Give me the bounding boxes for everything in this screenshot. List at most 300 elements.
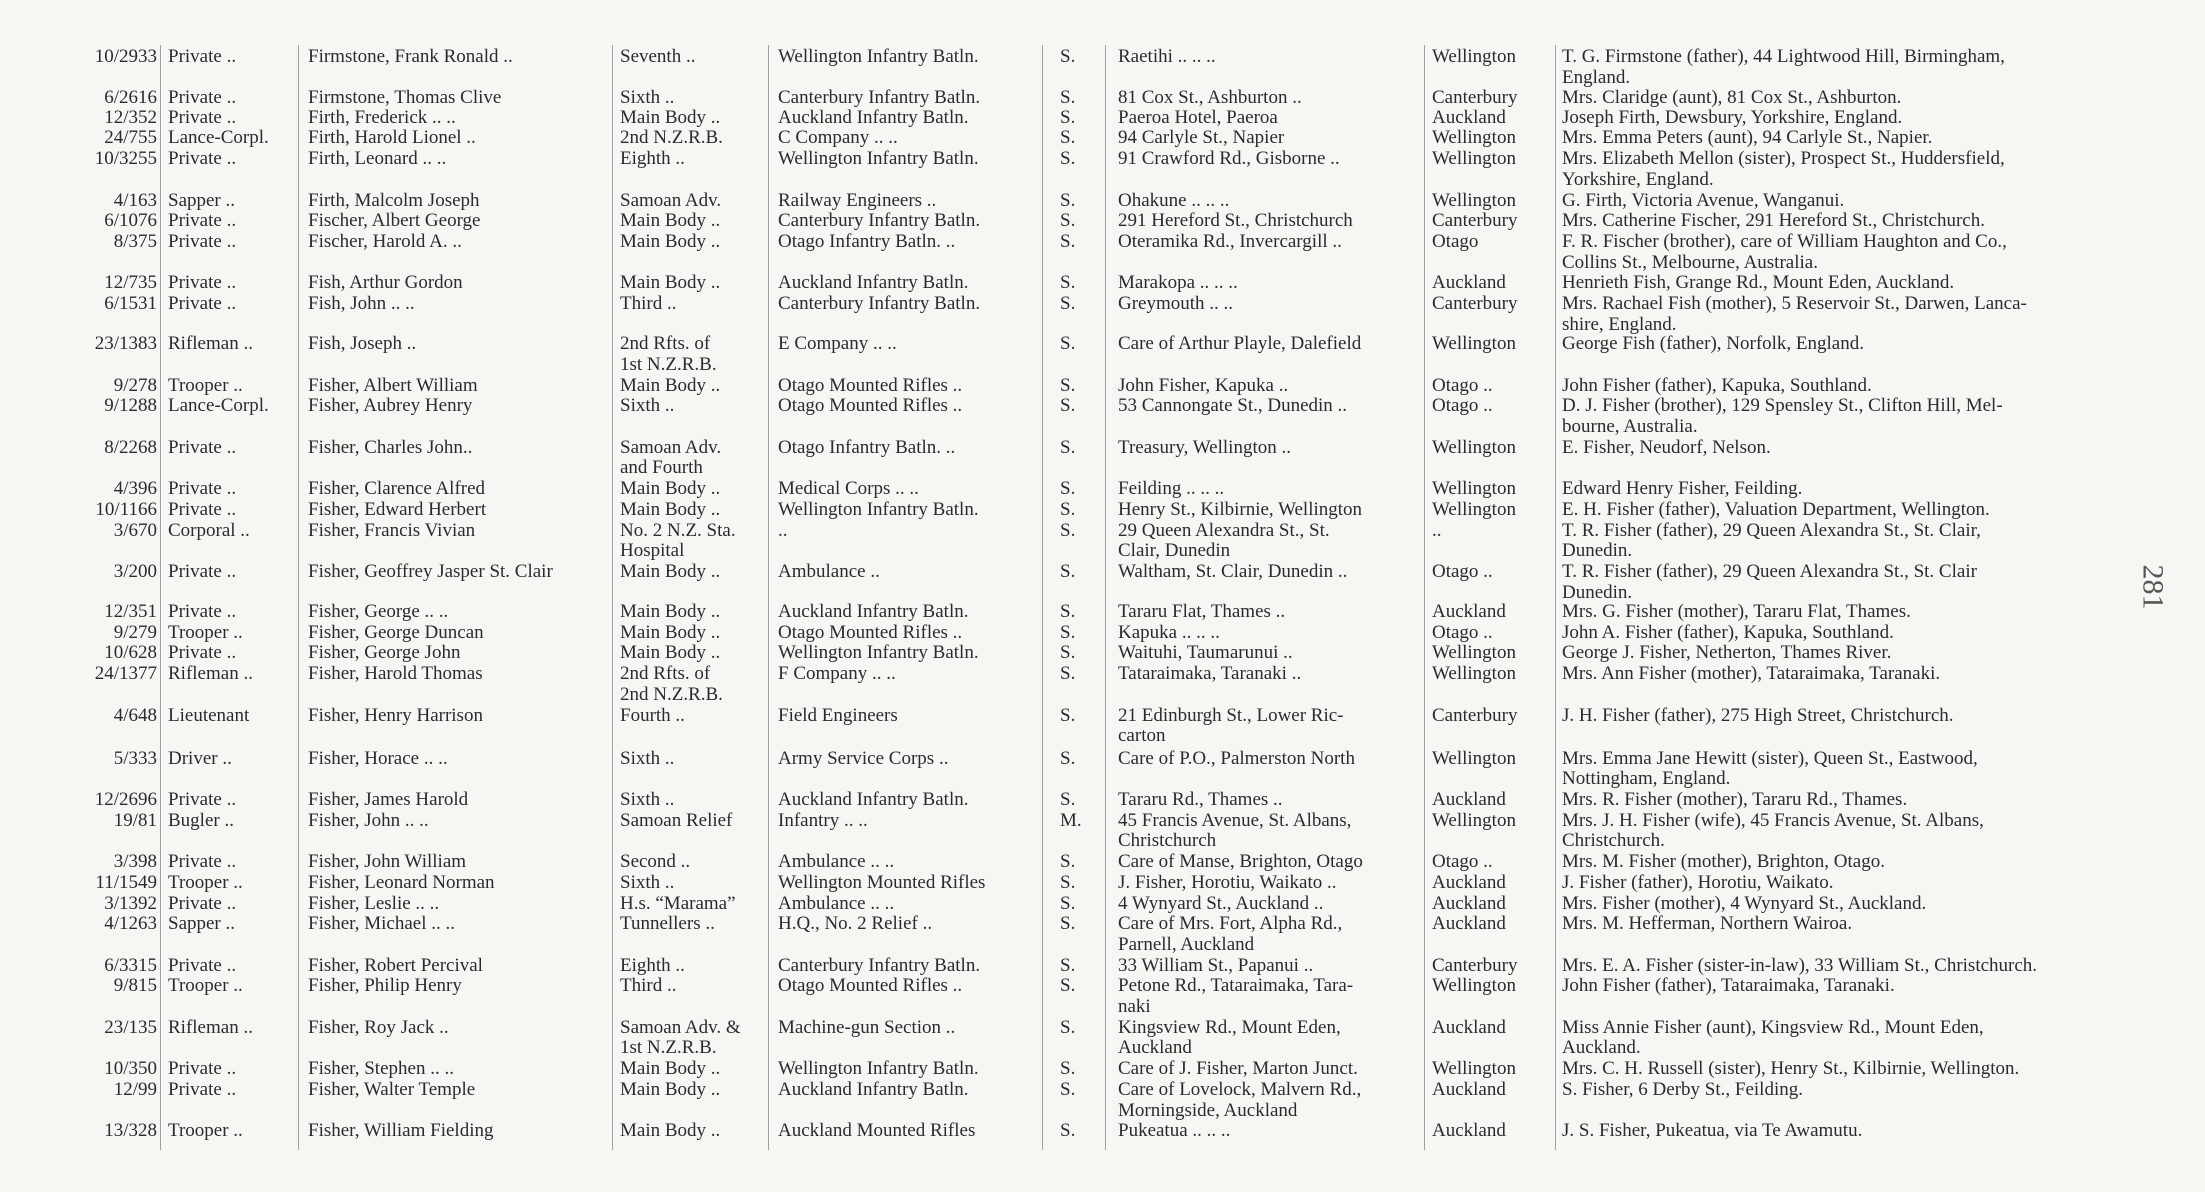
unit-cell: Auckland Infantry Batln. [778, 601, 969, 622]
soldier-name-cell: Fischer, Harold A. .. [308, 231, 462, 252]
marital-status-cell: S. [1060, 478, 1076, 500]
draft-cell: Fourth .. [620, 704, 685, 726]
rank-cell: Trooper .. [168, 871, 243, 893]
soldier-name-cell: Fisher, George .. .. [308, 601, 449, 622]
draft-cell: Main Body .. [620, 231, 721, 252]
soldier-name-cell: Fisher, Charles John.. [308, 436, 473, 458]
next-of-kin-cell: John Fisher (father), Kapuka, Southland. [1562, 374, 1872, 396]
last-address-cell: Kingsview Rd., Mount Eden, Auckland [1118, 1016, 1341, 1059]
unit-cell: Wellington Infantry Batln. [778, 148, 979, 170]
next-of-kin-cell: D. J. Fisher (brother), 129 Spensley St., Clifton Hill, Mel- bourne, Australia. [1562, 395, 2003, 437]
unit-cell: Wellington Infantry Batln. [778, 1058, 979, 1080]
soldier-name-cell: Fisher, Henry Harrison [308, 704, 483, 726]
rank-cell: Private .. [168, 1079, 237, 1101]
next-of-kin-cell: Mrs. R. Fisher (mother), Tararu Rd., Thames. [1562, 788, 1908, 810]
unit-cell: Railway Engineers .. [778, 189, 937, 211]
last-address-cell: 91 Crawford Rd., Gisborne .. [1118, 148, 1340, 170]
soldier-name-cell: Firth, Leonard .. .. [308, 148, 447, 170]
next-of-kin-cell: Mrs. Emma Jane Hewitt (sister), Queen St., Eastwood, Nottingham, England. [1562, 747, 1978, 790]
next-of-kin-cell: Mrs. Rachael Fish (mother), 5 Reservoir St., Darwen, Lanca- shire, England. [1562, 293, 2027, 335]
marital-status-cell: S. [1060, 788, 1076, 810]
soldier-name-cell: Fisher, Michael .. .. [308, 913, 455, 935]
province-cell: Auckland [1432, 892, 1506, 914]
rank-cell: Private .. [168, 210, 237, 232]
draft-cell: Main Body .. [620, 374, 721, 396]
service-number-cell: 10/3255 [94, 148, 157, 170]
unit-cell: Wellington Infantry Batln. [778, 642, 979, 664]
next-of-kin-cell: Mrs. M. Hefferman, Northern Wairoa. [1562, 913, 1853, 935]
draft-cell: Main Body .. [620, 478, 721, 500]
service-number-cell: 10/628 [104, 642, 157, 664]
service-number-cell: 3/200 [113, 561, 157, 583]
service-number-cell: 10/2933 [94, 46, 157, 67]
province-cell: Otago .. [1432, 621, 1493, 643]
next-of-kin-cell: J. S. Fisher, Pukeatua, via Te Awamutu. [1562, 1120, 1863, 1142]
next-of-kin-cell: T. R. Fisher (father), 29 Queen Alexandra St., St. Clair, Dunedin. [1562, 519, 1981, 562]
rank-cell: Private .. [168, 498, 237, 520]
province-cell: Auckland [1432, 871, 1506, 893]
rank-cell: Private .. [168, 892, 237, 914]
soldier-name-cell: Fisher, Geoffrey Jasper St. Clair [308, 561, 553, 583]
soldier-name-cell: Firth, Harold Lionel .. [308, 127, 476, 149]
marital-status-cell: S. [1060, 892, 1076, 914]
draft-cell: Sixth .. [620, 747, 675, 769]
soldier-name-cell: Fisher, Roy Jack .. [308, 1016, 449, 1038]
service-number-cell: 13/328 [104, 1120, 157, 1142]
unit-cell: .. [778, 519, 788, 541]
soldier-name-cell: Fisher, William Fielding [308, 1120, 494, 1142]
draft-cell: Main Body .. [620, 601, 721, 622]
rank-cell: Driver .. [168, 747, 232, 769]
rank-cell: Sapper .. [168, 913, 236, 935]
soldier-name-cell: Fischer, Albert George [308, 210, 481, 232]
province-cell: Wellington [1432, 1058, 1516, 1080]
marital-status-cell: S. [1060, 642, 1076, 664]
marital-status-cell: M. [1060, 809, 1082, 831]
province-cell: Wellington [1432, 478, 1516, 500]
last-address-cell: Waituhi, Taumarunui .. [1118, 642, 1293, 664]
next-of-kin-cell: Mrs. Elizabeth Mellon (sister), Prospect St., Huddersfield, Yorkshire, England. [1562, 148, 2005, 190]
last-address-cell: J. Fisher, Horotiu, Waikato .. [1118, 871, 1337, 893]
soldier-name-cell: Fisher, Stephen .. .. [308, 1058, 454, 1080]
unit-cell: Ambulance .. .. [778, 851, 895, 873]
marital-status-cell: S. [1060, 106, 1076, 128]
soldier-name-cell: Fisher, Albert William [308, 374, 478, 396]
last-address-cell: Greymouth .. .. [1118, 293, 1234, 315]
service-number-cell: 3/1392 [104, 892, 157, 914]
column-divider [1105, 45, 1106, 1150]
rank-cell: Sapper .. [168, 189, 236, 211]
rank-cell: Lance-Corpl. [168, 127, 269, 149]
next-of-kin-cell: Henrieth Fish, Grange Rd., Mount Eden, Auckland. [1562, 272, 1955, 294]
soldier-name-cell: Fisher, Walter Temple [308, 1079, 476, 1101]
marital-status-cell: S. [1060, 498, 1076, 520]
service-number-cell: 4/1263 [104, 913, 157, 935]
unit-cell: Wellington Infantry Batln. [778, 498, 979, 520]
marital-status-cell: S. [1060, 1058, 1076, 1080]
province-cell: Wellington [1432, 747, 1516, 769]
rank-cell: Private .. [168, 87, 237, 109]
last-address-cell: 21 Edinburgh St., Lower Ric- carton [1118, 704, 1344, 747]
next-of-kin-cell: T. R. Fisher (father), 29 Queen Alexandra St., St. Clair Dunedin. [1562, 561, 1977, 603]
marital-status-cell: S. [1060, 913, 1076, 935]
province-cell: Auckland [1432, 272, 1506, 294]
draft-cell: No. 2 N.Z. Sta. Hospital [620, 519, 736, 562]
rank-cell: Private .. [168, 642, 237, 664]
rank-cell: Rifleman .. [168, 1016, 253, 1038]
next-of-kin-cell: T. G. Firmstone (father), 44 Lightwood Hill, Birmingham, England. [1562, 46, 2005, 88]
service-number-cell: 12/352 [104, 106, 157, 128]
marital-status-cell: S. [1060, 333, 1076, 355]
province-cell: Canterbury [1432, 210, 1518, 232]
draft-cell: H.s. “Marama” [620, 892, 736, 914]
rank-cell: Private .. [168, 561, 237, 583]
rank-cell: Trooper .. [168, 975, 243, 997]
marital-status-cell: S. [1060, 148, 1076, 170]
draft-cell: Seventh .. [620, 46, 696, 67]
next-of-kin-cell: Mrs. C. H. Russell (sister), Henry St., Kilbirnie, Wellington. [1562, 1058, 2020, 1080]
service-number-cell: 11/1549 [95, 871, 157, 893]
soldier-name-cell: Fisher, George John [308, 642, 461, 664]
last-address-cell: Kapuka .. .. .. [1118, 621, 1220, 643]
draft-cell: Eighth .. [620, 148, 685, 170]
service-number-cell: 6/1076 [104, 210, 157, 232]
unit-cell: Machine-gun Section .. [778, 1016, 956, 1038]
last-address-cell: Care of Lovelock, Malvern Rd., Morningside, Auckland [1118, 1079, 1362, 1121]
next-of-kin-cell: Mrs. M. Fisher (mother), Brighton, Otago. [1562, 851, 1885, 873]
unit-cell: Wellington Infantry Batln. [778, 46, 979, 67]
rank-cell: Trooper .. [168, 621, 243, 643]
last-address-cell: Tataraimaka, Taranaki .. [1118, 663, 1302, 685]
last-address-cell: 4 Wynyard St., Auckland .. [1118, 892, 1324, 914]
marital-status-cell: S. [1060, 954, 1076, 976]
soldier-name-cell: Fisher, Robert Percival [308, 954, 483, 976]
last-address-cell: Waltham, St. Clair, Dunedin .. [1118, 561, 1348, 583]
column-divider [298, 45, 299, 1150]
service-number-cell: 9/1288 [104, 395, 157, 417]
rank-cell: Private .. [168, 788, 237, 810]
next-of-kin-cell: S. Fisher, 6 Derby St., Feilding. [1562, 1079, 1803, 1101]
service-number-cell: 4/396 [113, 478, 157, 500]
soldier-name-cell: Fisher, Horace .. .. [308, 747, 448, 769]
last-address-cell: Petone Rd., Tataraimaka, Tara- naki [1118, 975, 1354, 1018]
draft-cell: 2nd N.Z.R.B. [620, 127, 723, 149]
next-of-kin-cell: E. Fisher, Neudorf, Nelson. [1562, 436, 1771, 458]
service-number-cell: 10/350 [104, 1058, 157, 1080]
soldier-name-cell: Fisher, Philip Henry [308, 975, 462, 997]
service-number-cell: 12/2696 [94, 788, 157, 810]
province-cell: Wellington [1432, 436, 1516, 458]
rank-cell: Trooper .. [168, 374, 243, 396]
rank-cell: Private .. [168, 1058, 237, 1080]
last-address-cell: Oteramika Rd., Invercargill .. [1118, 231, 1342, 252]
service-number-cell: 8/2268 [104, 436, 157, 458]
rank-cell: Rifleman .. [168, 333, 253, 355]
next-of-kin-cell: Mrs. Fisher (mother), 4 Wynyard St., Auckland. [1562, 892, 1927, 914]
province-cell: Wellington [1432, 127, 1516, 149]
rank-cell: Private .. [168, 954, 237, 976]
province-cell: Otago .. [1432, 374, 1493, 396]
marital-status-cell: S. [1060, 519, 1076, 541]
marital-status-cell: S. [1060, 189, 1076, 211]
soldier-name-cell: Firth, Frederick .. .. [308, 106, 456, 128]
last-address-cell: Care of P.O., Palmerston North [1118, 747, 1355, 769]
province-cell: Wellington [1432, 809, 1516, 831]
draft-cell: Main Body .. [620, 1079, 721, 1101]
next-of-kin-cell: Mrs. G. Fisher (mother), Tararu Flat, Thames. [1562, 601, 1911, 622]
unit-cell: Canterbury Infantry Batln. [778, 210, 981, 232]
soldier-name-cell: Fish, John .. .. [308, 293, 415, 315]
marital-status-cell: S. [1060, 395, 1076, 417]
marital-status-cell: S. [1060, 231, 1076, 252]
rank-cell: Lance-Corpl. [168, 395, 269, 417]
soldier-name-cell: Firmstone, Thomas Clive [308, 87, 502, 109]
service-number-cell: 10/1166 [95, 498, 157, 520]
draft-cell: Third .. [620, 293, 677, 315]
service-number-cell: 9/279 [113, 621, 157, 643]
unit-cell: Field Engineers [778, 704, 898, 726]
rank-cell: Rifleman .. [168, 663, 253, 685]
unit-cell: Otago Mounted Rifles .. [778, 395, 963, 417]
draft-cell: Third .. [620, 975, 677, 997]
rank-cell: Private .. [168, 272, 237, 294]
province-cell: Canterbury [1432, 87, 1518, 109]
soldier-name-cell: Fisher, George Duncan [308, 621, 484, 643]
next-of-kin-cell: John A. Fisher (father), Kapuka, Southland. [1562, 621, 1894, 643]
draft-cell: Main Body .. [620, 1120, 721, 1142]
soldier-name-cell: Firth, Malcolm Joseph [308, 189, 480, 211]
soldier-name-cell: Fish, Joseph .. [308, 333, 417, 355]
next-of-kin-cell: John Fisher (father), Tataraimaka, Taranaki. [1562, 975, 1895, 997]
service-number-cell: 23/1383 [94, 333, 157, 355]
next-of-kin-cell: J. H. Fisher (father), 275 High Street, Christchurch. [1562, 704, 1954, 726]
last-address-cell: 33 William St., Papanui .. [1118, 954, 1314, 976]
service-number-cell: 6/1531 [104, 293, 157, 315]
province-cell: Auckland [1432, 601, 1506, 622]
unit-cell: Wellington Mounted Rifles [778, 871, 986, 893]
unit-cell: Auckland Infantry Batln. [778, 272, 969, 294]
service-number-cell: 4/163 [113, 189, 157, 211]
draft-cell: Main Body .. [620, 1058, 721, 1080]
rank-cell: Private .. [168, 148, 237, 170]
draft-cell: Second .. [620, 851, 691, 873]
unit-cell: Otago Mounted Rifles .. [778, 975, 963, 997]
last-address-cell: 53 Cannongate St., Dunedin .. [1118, 395, 1348, 417]
soldier-name-cell: Fisher, Clarence Alfred [308, 478, 486, 500]
last-address-cell: Care of Manse, Brighton, Otago [1118, 851, 1363, 873]
draft-cell: 2nd Rfts. of 2nd N.Z.R.B. [620, 663, 723, 705]
last-address-cell: 81 Cox St., Ashburton .. [1118, 87, 1302, 109]
service-number-cell: 3/398 [113, 851, 157, 873]
province-cell: Wellington [1432, 498, 1516, 520]
last-address-cell: John Fisher, Kapuka .. [1118, 374, 1289, 396]
rank-cell: Trooper .. [168, 1120, 243, 1142]
unit-cell: F Company .. .. [778, 663, 896, 685]
province-cell: Wellington [1432, 189, 1516, 211]
last-address-cell: Henry St., Kilbirnie, Wellington [1118, 498, 1363, 520]
unit-cell: Otago Mounted Rifles .. [778, 621, 963, 643]
draft-cell: Sixth .. [620, 871, 675, 893]
province-cell: Otago .. [1432, 561, 1493, 583]
last-address-cell: 291 Hereford St., Christchurch [1118, 210, 1353, 232]
marital-status-cell: S. [1060, 975, 1076, 997]
unit-cell: Infantry .. .. [778, 809, 868, 831]
last-address-cell: 45 Francis Avenue, St. Albans, Christchurch [1118, 809, 1352, 852]
next-of-kin-cell: Miss Annie Fisher (aunt), Kingsview Rd., Mount Eden, Auckland. [1562, 1016, 1984, 1059]
last-address-cell: Paeroa Hotel, Paeroa [1118, 106, 1278, 128]
rank-cell: Private .. [168, 478, 237, 500]
unit-cell: Auckland Infantry Batln. [778, 106, 969, 128]
unit-cell: Canterbury Infantry Batln. [778, 87, 981, 109]
next-of-kin-cell: George Fish (father), Norfolk, England. [1562, 333, 1864, 355]
unit-cell: Auckland Infantry Batln. [778, 788, 969, 810]
province-cell: Auckland [1432, 788, 1506, 810]
province-cell: Auckland [1432, 913, 1506, 935]
next-of-kin-cell: Mrs. Ann Fisher (mother), Tataraimaka, Taranaki. [1562, 663, 1941, 685]
draft-cell: Main Body .. [620, 106, 721, 128]
rank-cell: Private .. [168, 106, 237, 128]
rank-cell: Private .. [168, 293, 237, 315]
service-number-cell: 12/735 [104, 272, 157, 294]
draft-cell: Sixth .. [620, 788, 675, 810]
unit-cell: Otago Infantry Batln. .. [778, 231, 956, 252]
last-address-cell: Feilding .. .. .. [1118, 478, 1225, 500]
soldier-name-cell: Fisher, Edward Herbert [308, 498, 487, 520]
next-of-kin-cell: E. H. Fisher (father), Valuation Department, Wellington. [1562, 498, 1990, 520]
last-address-cell: Marakopa .. .. .. [1118, 272, 1238, 294]
last-address-cell: Pukeatua .. .. .. [1118, 1120, 1231, 1142]
unit-cell: E Company .. .. [778, 333, 897, 355]
province-cell: Otago [1432, 231, 1479, 252]
service-number-cell: 6/3315 [104, 954, 157, 976]
rank-cell: Corporal .. [168, 519, 250, 541]
service-number-cell: 12/99 [113, 1079, 157, 1101]
draft-cell: Main Body .. [620, 272, 721, 294]
service-number-cell: 12/351 [104, 601, 157, 622]
soldier-name-cell: Fisher, John .. .. [308, 809, 429, 831]
unit-cell: Otago Mounted Rifles .. [778, 374, 963, 396]
service-number-cell: 9/278 [113, 374, 157, 396]
column-divider [160, 45, 161, 1150]
rank-cell: Lieutenant [168, 704, 250, 726]
column-divider [1555, 45, 1556, 1150]
province-cell: Canterbury [1432, 704, 1518, 726]
rank-cell: Private .. [168, 436, 237, 458]
column-divider [1424, 45, 1425, 1150]
last-address-cell: 94 Carlyle St., Napier [1118, 127, 1285, 149]
province-cell: .. [1432, 519, 1442, 541]
draft-cell: Main Body .. [620, 210, 721, 232]
draft-cell: Samoan Adv. [620, 189, 722, 211]
marital-status-cell: S. [1060, 293, 1076, 315]
service-number-cell: 9/815 [113, 975, 157, 997]
unit-cell: C Company .. .. [778, 127, 898, 149]
marital-status-cell: S. [1060, 46, 1076, 67]
last-address-cell: Treasury, Wellington .. [1118, 436, 1291, 458]
service-number-cell: 4/648 [113, 704, 157, 726]
draft-cell: Samoan Relief [620, 809, 733, 831]
last-address-cell: Tararu Flat, Thames .. [1118, 601, 1286, 622]
service-number-cell: 19/81 [113, 809, 157, 831]
draft-cell: Tunnellers .. [620, 913, 715, 935]
draft-cell: Sixth .. [620, 87, 675, 109]
last-address-cell: Care of Arthur Playle, Dalefield [1118, 333, 1362, 355]
province-cell: Otago .. [1432, 395, 1493, 417]
province-cell: Wellington [1432, 46, 1516, 67]
marital-status-cell: S. [1060, 871, 1076, 893]
unit-cell: Ambulance .. .. [778, 892, 895, 914]
province-cell: Otago .. [1432, 851, 1493, 873]
marital-status-cell: S. [1060, 1079, 1076, 1101]
province-cell: Canterbury [1432, 954, 1518, 976]
marital-status-cell: S. [1060, 561, 1076, 583]
marital-status-cell: S. [1060, 704, 1076, 726]
soldier-name-cell: Fish, Arthur Gordon [308, 272, 463, 294]
page-number: 281 [2136, 564, 2170, 610]
province-cell: Wellington [1432, 642, 1516, 664]
marital-status-cell: S. [1060, 663, 1076, 685]
next-of-kin-cell: Mrs. Catherine Fischer, 291 Hereford St., Christchurch. [1562, 210, 1985, 232]
next-of-kin-cell: George J. Fisher, Netherton, Thames River. [1562, 642, 1892, 664]
last-address-cell: Ohakune .. .. .. [1118, 189, 1230, 211]
province-cell: Wellington [1432, 663, 1516, 685]
next-of-kin-cell: Mrs. Claridge (aunt), 81 Cox St., Ashburton. [1562, 87, 1902, 109]
service-number-cell: 5/333 [113, 747, 157, 769]
marital-status-cell: S. [1060, 621, 1076, 643]
marital-status-cell: S. [1060, 1016, 1076, 1038]
rank-cell: Bugler .. [168, 809, 234, 831]
next-of-kin-cell: G. Firth, Victoria Avenue, Wanganui. [1562, 189, 1845, 211]
province-cell: Auckland [1432, 1120, 1506, 1142]
unit-cell: Otago Infantry Batln. .. [778, 436, 956, 458]
draft-cell: Sixth .. [620, 395, 675, 417]
soldier-name-cell: Fisher, Leslie .. .. [308, 892, 440, 914]
last-address-cell: Tararu Rd., Thames .. [1118, 788, 1283, 810]
marital-status-cell: S. [1060, 601, 1076, 622]
next-of-kin-cell: Edward Henry Fisher, Feilding. [1562, 478, 1803, 500]
draft-cell: Main Body .. [620, 498, 721, 520]
province-cell: Auckland [1432, 1079, 1506, 1101]
service-number-cell: 24/1377 [94, 663, 157, 685]
last-address-cell: Care of Mrs. Fort, Alpha Rd., Parnell, Auckland [1118, 913, 1343, 955]
service-number-cell: 3/670 [113, 519, 157, 541]
unit-cell: Canterbury Infantry Batln. [778, 293, 981, 315]
unit-cell: Auckland Mounted Rifles [778, 1120, 976, 1142]
service-number-cell: 6/2616 [104, 87, 157, 109]
next-of-kin-cell: Mrs. Emma Peters (aunt), 94 Carlyle St., Napier. [1562, 127, 1933, 149]
column-divider [1042, 45, 1043, 1150]
draft-cell: Samoan Adv. and Fourth [620, 436, 722, 479]
draft-cell: 2nd Rfts. of 1st N.Z.R.B. [620, 333, 717, 375]
service-number-cell: 23/135 [104, 1016, 157, 1038]
column-divider [612, 45, 613, 1150]
marital-status-cell: S. [1060, 1120, 1076, 1142]
next-of-kin-cell: Mrs. E. A. Fisher (sister-in-law), 33 William St., Christchurch. [1562, 954, 2038, 976]
unit-cell: Army Service Corps .. [778, 747, 949, 769]
next-of-kin-cell: F. R. Fischer (brother), care of William Haughton and Co., Collins St., Melbourne, Australia. [1562, 231, 2007, 273]
soldier-name-cell: Fisher, Leonard Norman [308, 871, 495, 893]
draft-cell: Samoan Adv. & 1st N.Z.R.B. [620, 1016, 741, 1059]
draft-cell: Main Body .. [620, 561, 721, 583]
column-divider [768, 45, 769, 1150]
soldier-name-cell: Fisher, Francis Vivian [308, 519, 476, 541]
soldier-name-cell: Fisher, John William [308, 851, 467, 873]
province-cell: Wellington [1432, 148, 1516, 170]
next-of-kin-cell: Joseph Firth, Dewsbury, Yorkshire, England. [1562, 106, 1903, 128]
soldier-name-cell: Firmstone, Frank Ronald .. [308, 46, 513, 67]
province-cell: Wellington [1432, 333, 1516, 355]
unit-cell: Canterbury Infantry Batln. [778, 954, 981, 976]
